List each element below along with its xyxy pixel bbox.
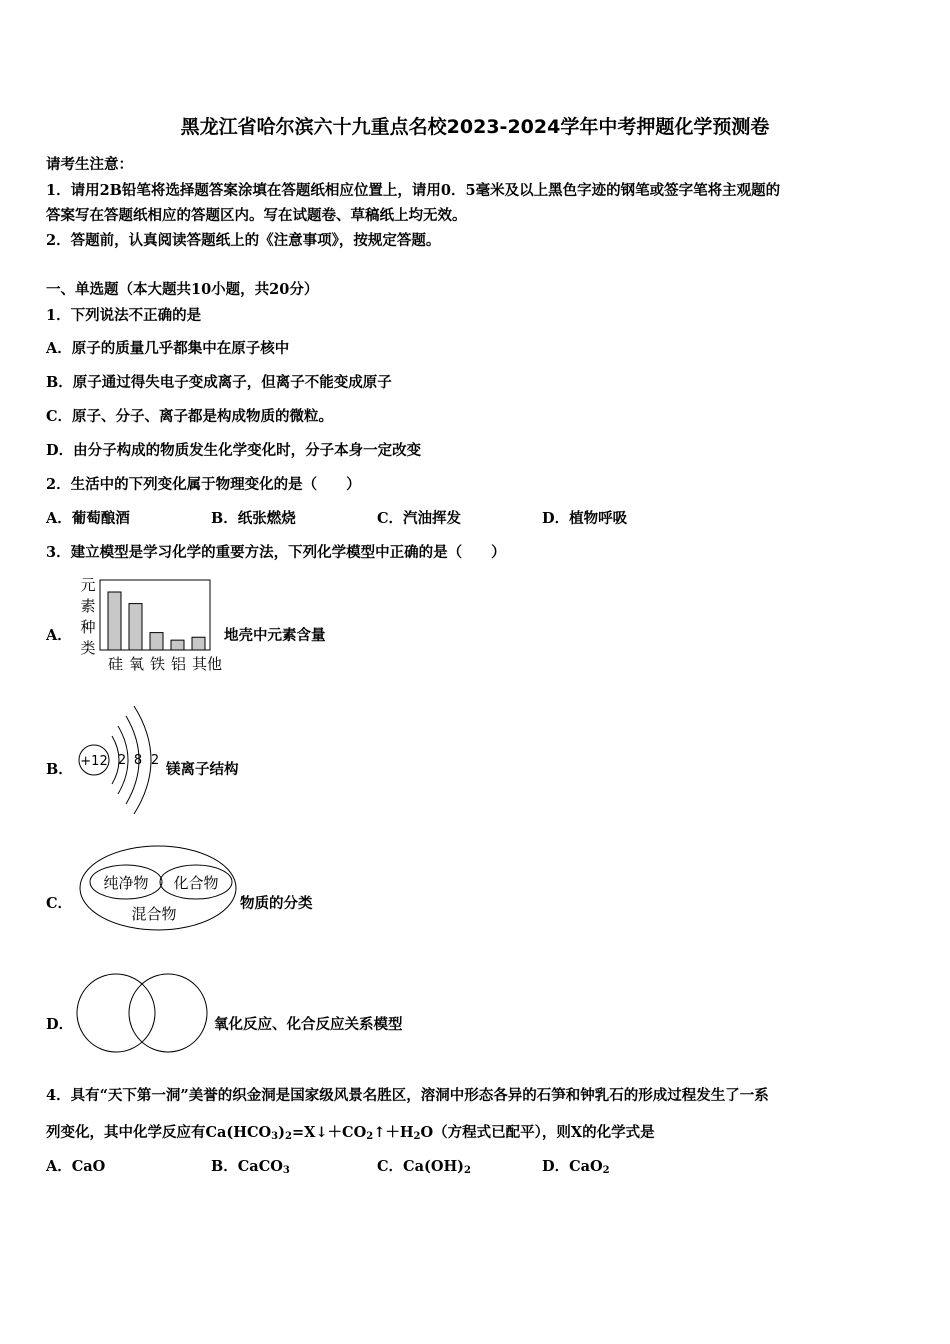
venn-circle-left	[77, 974, 155, 1052]
q4-stem-line-2: 列变化，其中化学反应有$Ca(HCO_3)_2=X↓+CO_2↑+H_2O$（方程式已配平），则X的化学式是	[46, 1124, 655, 1142]
q4-option-d: D．CaO$_2$	[542, 1158, 610, 1176]
q3-option-c-caption: 物质的分类	[240, 895, 313, 912]
shell-count-1: 2	[117, 753, 127, 768]
q3-option-d-label: D．	[46, 1016, 74, 1033]
chart-x-tick-label: 铝	[171, 655, 187, 673]
chart-bar	[192, 637, 205, 650]
outer-label: 混合物	[131, 905, 177, 923]
inner-label-2: 化合物	[173, 874, 219, 892]
section-heading: 一、单选题（本大题共10小题，共20分）	[46, 281, 319, 298]
q2-stem: 2．生活中的下列变化属于物理变化的是（ ）	[46, 476, 361, 493]
chart-bars	[108, 592, 205, 650]
notice-line-1b: 答案写在答题纸相应的答题区内。写在试题卷、草稿纸上均无效。	[46, 207, 467, 224]
q4-option-b: B．CaCO$_3$	[211, 1158, 290, 1176]
q3-option-c-diagram	[78, 844, 238, 934]
chart-x-tick-label: 其他	[192, 655, 222, 673]
nucleus-charge: +12	[80, 754, 108, 769]
page-title: 黑龙江省哈尔滨六十九重点名校2023-2024学年中考押题化学预测卷	[180, 116, 770, 138]
q3-option-a-caption: 地壳中元素含量	[224, 627, 326, 644]
q4-option-a: A．CaO	[46, 1158, 106, 1175]
chart-x-tick-label: 硅	[108, 655, 124, 673]
q1-option-d: D．由分子构成的物质发生化学变化时，分子本身一定改变	[46, 442, 422, 459]
chart-bar	[171, 640, 184, 650]
q1-stem: 1．下列说法不正确的是	[46, 307, 202, 324]
q1-option-c: C．原子、分子、离子都是构成物质的微粒。	[46, 408, 334, 425]
q1-option-a: A．原子的质量几乎都集中在原子核中	[46, 340, 290, 357]
chart-ylabel-char: 元	[80, 576, 96, 594]
chart-x-tick-label: 氧	[129, 655, 145, 673]
chart-bar	[150, 633, 163, 650]
q3-option-d-caption: 氧化反应、化合反应关系模型	[214, 1016, 403, 1033]
chart-bar	[108, 592, 121, 650]
notice-line-2: 2．答题前，认真阅读答题纸上的《注意事项》，按规定答题。	[46, 232, 441, 249]
q3-option-a-label: A．	[46, 627, 72, 644]
q2-option-c: C．汽油挥发	[377, 510, 462, 527]
q2-option-a: A．葡萄酿酒	[46, 510, 130, 527]
chart-ylabel-char: 种	[80, 618, 96, 636]
q1-option-b: B．原子通过得失电子变成离子，但离子不能变成原子	[46, 374, 392, 391]
q3-option-b-caption: 镁离子结构	[166, 761, 239, 778]
q2-option-d: D．植物呼吸	[542, 510, 628, 527]
shell-count-3: 2	[150, 753, 160, 768]
inner-label-1: 纯净物	[103, 874, 149, 892]
chart-xlabels	[108, 655, 222, 673]
q4-stem-line-1: 4．具有“天下第一洞”美誉的织金洞是国家级风景名胜区，溶洞中形态各异的石笋和钟乳石的形成过程发生了一系	[46, 1087, 769, 1104]
chart-bar	[129, 604, 142, 650]
q3-option-a-chart	[76, 574, 222, 674]
chart-ylabel-char: 类	[80, 639, 96, 657]
shell-count-2: 8	[133, 753, 143, 768]
chart-x-tick-label: 铁	[150, 655, 166, 673]
notice-heading: 请考生注意：	[46, 156, 133, 173]
chart-ylabel-char: 素	[80, 597, 96, 615]
q3-option-b-diagram	[74, 702, 166, 824]
q3-option-c-label: C．	[46, 895, 73, 912]
q3-stem: 3．建立模型是学习化学的重要方法，下列化学模型中正确的是（ ）	[46, 544, 506, 561]
chart-ylabel	[80, 576, 95, 657]
notice-line-1a: 1．请用2B铅笔将选择题答案涂填在答题纸相应位置上，请用0．5毫米及以上黑色字迹的钢笔或签字笔将主观题的	[46, 182, 781, 199]
venn-circle-right	[129, 974, 207, 1052]
q2-option-b: B．纸张燃烧	[211, 510, 296, 527]
q3-option-d-diagram	[76, 972, 212, 1056]
q4-option-c: C．$Ca(OH)_2$	[377, 1158, 471, 1176]
q3-option-b-label: B．	[46, 761, 73, 778]
